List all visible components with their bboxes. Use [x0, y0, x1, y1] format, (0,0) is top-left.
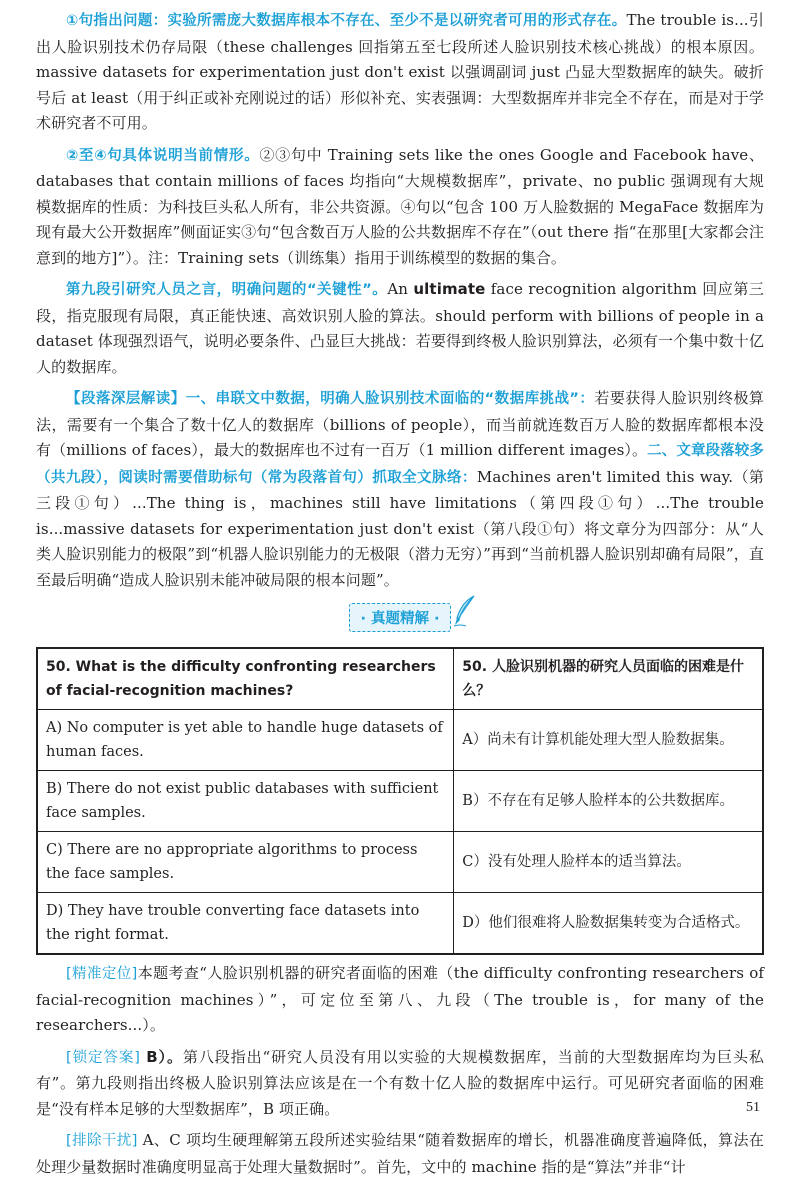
option-a-zh: A）尚未有计算机能处理大型人脸数据集。 [454, 710, 763, 771]
paragraph-body: The trouble is...引出人脸识别技术仍存局限（these challenges 回指第五至七段所述人脸识别技术核心挑战）的根本原因。massive datasets for experimentation just don't exist 以强调副词 just 凸显大型数据库的缺失。破折号后 at least（用于纠正或补充刚说过的话）形似补充、实表强调：大型数据库并非完全不存在，而是对于学术研究者不可用。 [36, 11, 764, 132]
option-d-zh: D）他们很难将人脸数据集转变为合适格式。 [454, 893, 763, 955]
option-b-zh: B）不存在有足够人脸样本的公共数据库。 [454, 771, 763, 832]
answer-letter: B）。 [140, 1047, 183, 1066]
paragraph-body-post: face recognition algorithm 回应第三段，指克服现有局限，真正能快速、高效识别人脸的算法。should perform with billions of people in a dataset 体现强烈语气，说明必要条件、凸显巨大挑战：若要得到终极人脸识别算法，必须有一个集中数十亿人的数据库。 [36, 280, 765, 376]
analysis-locate [36, 961, 764, 1039]
analysis-tag: [排除干扰] [66, 1133, 138, 1149]
option-c-en: C) There are no appropriate algorithms to process the face samples. [37, 832, 454, 893]
deep-reading-body-2: Machines aren't limited this way.（第三段①句）...The thing is，machines still have limitations（第四段①句）...The trouble is...massive datasets for experimentation just don't exist（第八段①句）将文章分为四部分：从“人类人脸识别能力的极限”到“机器人脸识别能力的无极限（潜力无穷）”再到“当前机器人脸识别却确有局限”，直至最后明确“造成人脸识别未能冲破局限的根本问题”。 [36, 467, 765, 589]
bold-keyword: ultimate [413, 280, 486, 298]
question-table [36, 647, 764, 955]
table-row-option-d [37, 893, 763, 955]
deep-reading-lead: 【段落深层解读】一、串联文中数据，明确人脸识别技术面临的“数据库挑战”： [66, 391, 595, 407]
banner-text: · 真题精解 · [360, 611, 440, 627]
paragraph-1 [36, 8, 764, 137]
table-row-option-a [37, 710, 763, 771]
section-banner [36, 603, 764, 633]
analysis-tag: [精准定位] [66, 966, 138, 982]
deep-reading-body-1: 若要获得人脸识别终极算法，需要有一个集合了数十亿人的数据库（billions of people），而当前就连数百万人脸的数据库都根本没有（millions of faces），最大的数据库也不过有一百万（1 million different images）。 [36, 389, 765, 459]
paragraph-3 [36, 277, 764, 380]
paragraph-lead: 第九段引研究人员之言，明确问题的“关键性”。 [66, 282, 388, 298]
page-content [36, 8, 764, 1186]
analysis-body: 第八段指出“研究人员没有用以实验的大规模数据库，当前的大型数据库均为巨头私有”。第九段则指出终极人脸识别算法应该是在一个有数十亿人脸的数据库中运行。可见研究者面临的困难是“没有样本足够的大型数据库”，B 项正确。 [36, 1047, 764, 1118]
paragraph-deep-reading [36, 386, 764, 593]
option-a-en: A) No computer is yet able to handle huge datasets of human faces. [37, 710, 454, 771]
option-c-zh: C）没有处理人脸样本的适当算法。 [454, 832, 763, 893]
table-row-question [37, 648, 763, 710]
option-b-en: B) There do not exist public databases with sufficient face samples. [37, 771, 454, 832]
quill-pen-icon [452, 594, 478, 628]
paragraph-lead: ①句指出问题：实验所需庞大数据库根本不存在、至少不是以研究者可用的形式存在。 [66, 13, 627, 29]
paragraph-lead: ②至④句具体说明当前情形。 [66, 147, 260, 164]
question-en: 50. What is the difficulty confronting researchers of facial-recognition machines? [37, 648, 454, 710]
question-zh: 50. 人脸识别机器的研究人员面临的困难是什么？ [454, 648, 763, 710]
page-number: 51 [746, 1100, 760, 1115]
paragraph-body-pre: An [387, 280, 414, 298]
deep-reading-lead-2: 二、文章段落较多（共九段），阅读时需要借助标句（常为段落首句）抓取全文脉络： [36, 443, 764, 486]
paragraph-body: ②③句中 Training sets like the ones Google and Facebook have、databases that contain millions of faces 均指向“大规模数据库”，private、no public 强调现有大规模数据库的性质：为科技巨头私人所有，非公共资源。④句以“包含 100 万人脸数据的 MegaFace 数据库为现有最大公开数据库”侧面证实③句“包含数百万人脸的公共数据库不存在”（out there 指“在那里[大家都会注意到的地方]”）。注：Training sets（训练集）指用于训练模型的数据的集合。 [36, 145, 764, 267]
section-banner-label [349, 603, 450, 632]
analysis-body: 本题考查“人脸识别机器的研究者面临的困难（the difficulty confronting researchers of facial-recognition machines）”，可定位至第八、九段（The trouble is，for many of the researchers...）。 [36, 964, 764, 1034]
analysis-answer [36, 1045, 764, 1123]
option-d-en: D) They have trouble converting face datasets into the right format. [37, 893, 454, 955]
analysis-tag: [锁定答案] [66, 1049, 141, 1066]
paragraph-2 [36, 143, 764, 272]
analysis-body: A、C 项均生硬理解第五段所述实验结果“随着数据库的增长，机器准确度普遍降低，算法在处理少量数据时准确度明显高于处理大量数据时”。首先，文中的 machine 指的是“算法”并非“计 [36, 1131, 764, 1176]
analysis-eliminate [36, 1128, 764, 1180]
table-row-option-b [37, 771, 763, 832]
table-row-option-c [37, 832, 763, 893]
